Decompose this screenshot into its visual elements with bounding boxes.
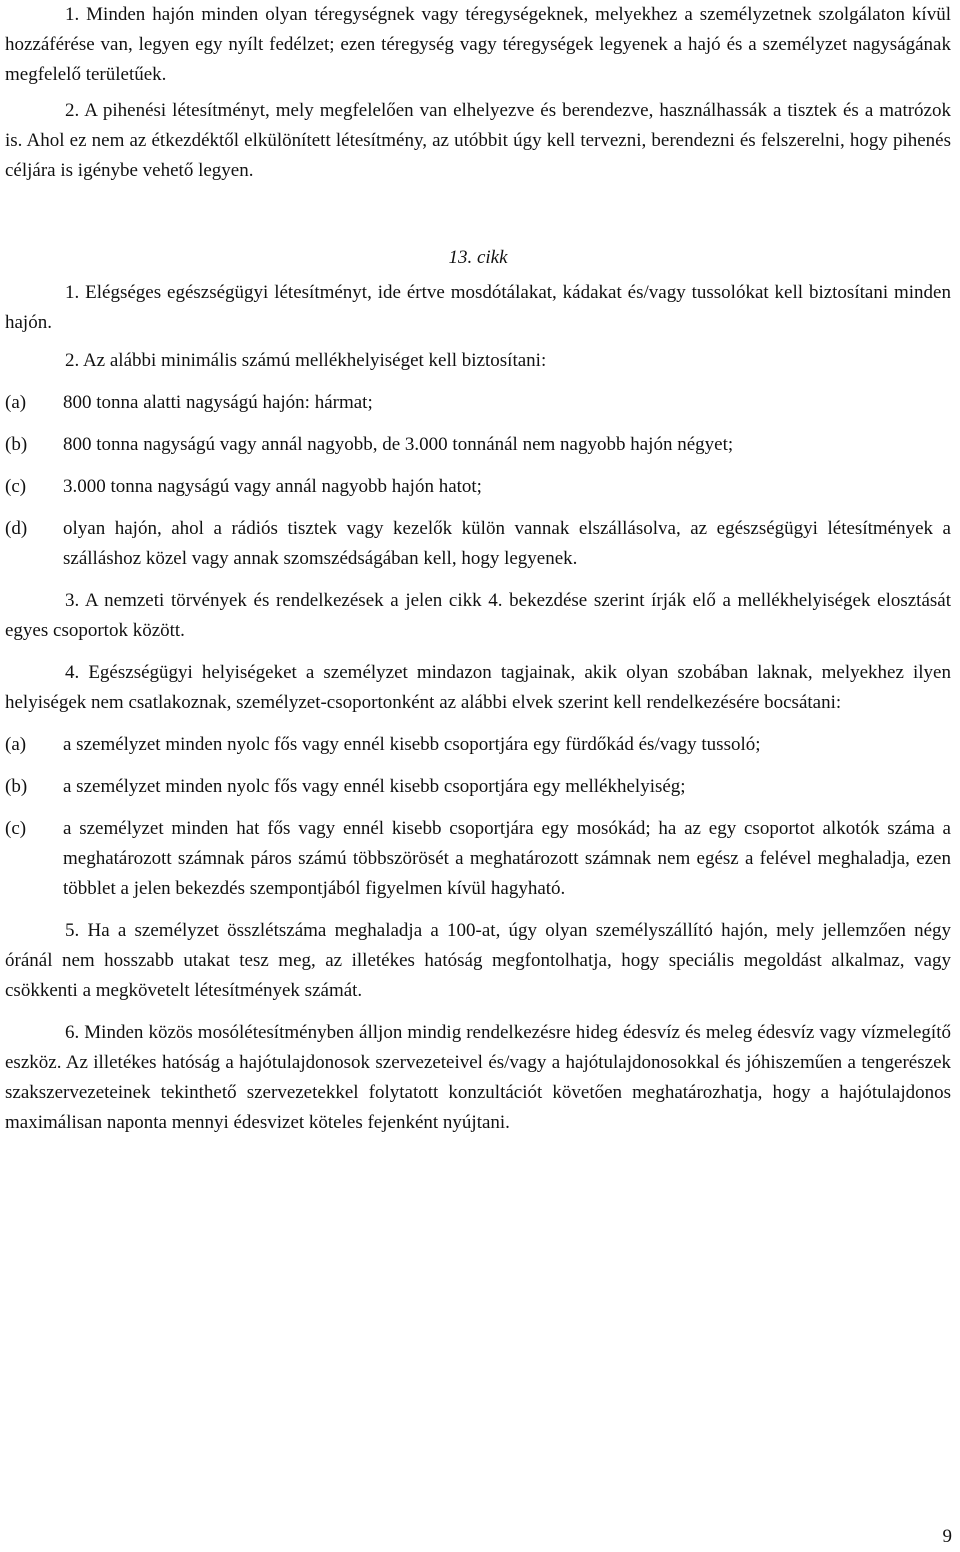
- list-item: [5, 472, 951, 502]
- list-item: [5, 772, 951, 802]
- list-label: (b): [5, 434, 28, 455]
- article-paragraph-6: 6. Minden közös mosólétesítményben álljon mindig rendelkezésre hideg édesvíz és meleg édesvíz vagy vízmelegítő eszköz. Az illetékes hatóság a hajótulajdonosok szervezeteivel és/vagy a hajótulajdonosokkal és jóhiszeműen a tengerészek szakszervezeteinek tekinthető szervezetekkel folytatott konzultációt követően meghatározhatja, hogy a hajótulajdonos maximálisan naponta mennyi édesvizet köteles fejenként nyújtani.: [5, 1022, 951, 1133]
- list-text: 3.000 tonna nagyságú vagy annál nagyobb hajón hatot;: [63, 476, 482, 497]
- list-text: a személyzet minden nyolc fős vagy ennél kisebb csoportjára egy mellékhelyiség;: [63, 776, 686, 797]
- article-paragraph-1: 1. Elégséges egészségügyi létesítményt, ide értve mosdótálakat, kádakat és/vagy tussolókat kell biztosítani minden hajón.: [5, 282, 951, 333]
- list-text: 800 tonna nagyságú vagy annál nagyobb, de 3.000 tonnánál nem nagyobb hajón négyet;: [63, 434, 734, 455]
- list-label: (b): [5, 776, 28, 797]
- page-number: 9: [942, 1526, 952, 1547]
- list-item: [5, 388, 951, 418]
- list-text: olyan hajón, ahol a rádiós tisztek vagy kezelők külön vannak elszállásolva, az egészségügyi létesítmények a szálláshoz közel vagy annak szomszédságában kell, hogy legyenek.: [63, 518, 951, 569]
- article-paragraph-2: 2. Az alábbi minimális számú mellékhelyiséget kell biztosítani:: [65, 350, 547, 371]
- article-heading: 13. cikk: [448, 247, 508, 268]
- list-text: a személyzet minden nyolc fős vagy ennél kisebb csoportjára egy fürdőkád és/vagy tussoló;: [63, 734, 761, 755]
- paragraph-2: 2. A pihenési létesítményt, mely megfelelően van elhelyezve és berendezve, használhassák a tisztek és a matrózok is. Ahol ez nem az étkezdéktől elkülönített létesítmény, az utóbbit úgy kell tervezni, berendezni és felszerelni, hogy pihenés céljára is igénybe vehető legyen.: [5, 100, 951, 181]
- toilet-list: [5, 388, 951, 574]
- list-item: [5, 514, 951, 574]
- article-paragraph-5: 5. Ha a személyzet összlétszáma meghaladja a 100-at, úgy olyan személyszállító hajón, mely jellemzően négy óránál nem hosszabb utakat tesz meg, az illetékes hatóság megfontolhatja, hogy speciális megoldást alkalmaz, vagy csökkenti a megkövetelt létesítmények számát.: [5, 920, 951, 1001]
- list-label: (d): [5, 518, 28, 539]
- list-item: [5, 814, 951, 904]
- article-paragraph-4: 4. Egészségügyi helyiségeket a személyzet mindazon tagjainak, akik olyan szobában laknak, melyekhez ilyen helyiségek nem csatlakoznak, személyzet-csoportonként az alábbi elvek szerint kell rendelkezésére bocsátani:: [5, 662, 951, 713]
- list-text: a személyzet minden hat fős vagy ennél kisebb csoportjára egy mosókád; ha az egy csoportot alkotók száma a meghatározott számnak páros számú többszörösét a meghatározott számnak nem egész a felével meghaladja, ezen többlet a jelen bekezdés szempontjából figyelmen kívül hagyható.: [63, 818, 951, 899]
- list-item: [5, 730, 951, 760]
- sanitary-list: [5, 730, 951, 904]
- list-label: (a): [5, 734, 27, 755]
- paragraph-1: 1. Minden hajón minden olyan téregységnek vagy téregységeknek, melyekhez a személyzetnek szolgálaton kívül hozzáférése van, legyen egy nyílt fedélzet; ezen téregység vagy téregységek legyenek a hajó és a személyzet nagyságának megfelelő területűek.: [5, 4, 951, 85]
- article-paragraph-3: 3. A nemzeti törvények és rendelkezések a jelen cikk 4. bekezdése szerint írják elő a mellékhelyiségek elosztását egyes csoportok között.: [5, 590, 951, 641]
- list-label: (c): [5, 476, 27, 497]
- list-label: (c): [5, 818, 27, 839]
- list-text: 800 tonna alatti nagyságú hajón: hármat;: [63, 392, 373, 413]
- list-label: (a): [5, 392, 27, 413]
- document-page: [5, 0, 951, 1138]
- list-item: [5, 430, 951, 460]
